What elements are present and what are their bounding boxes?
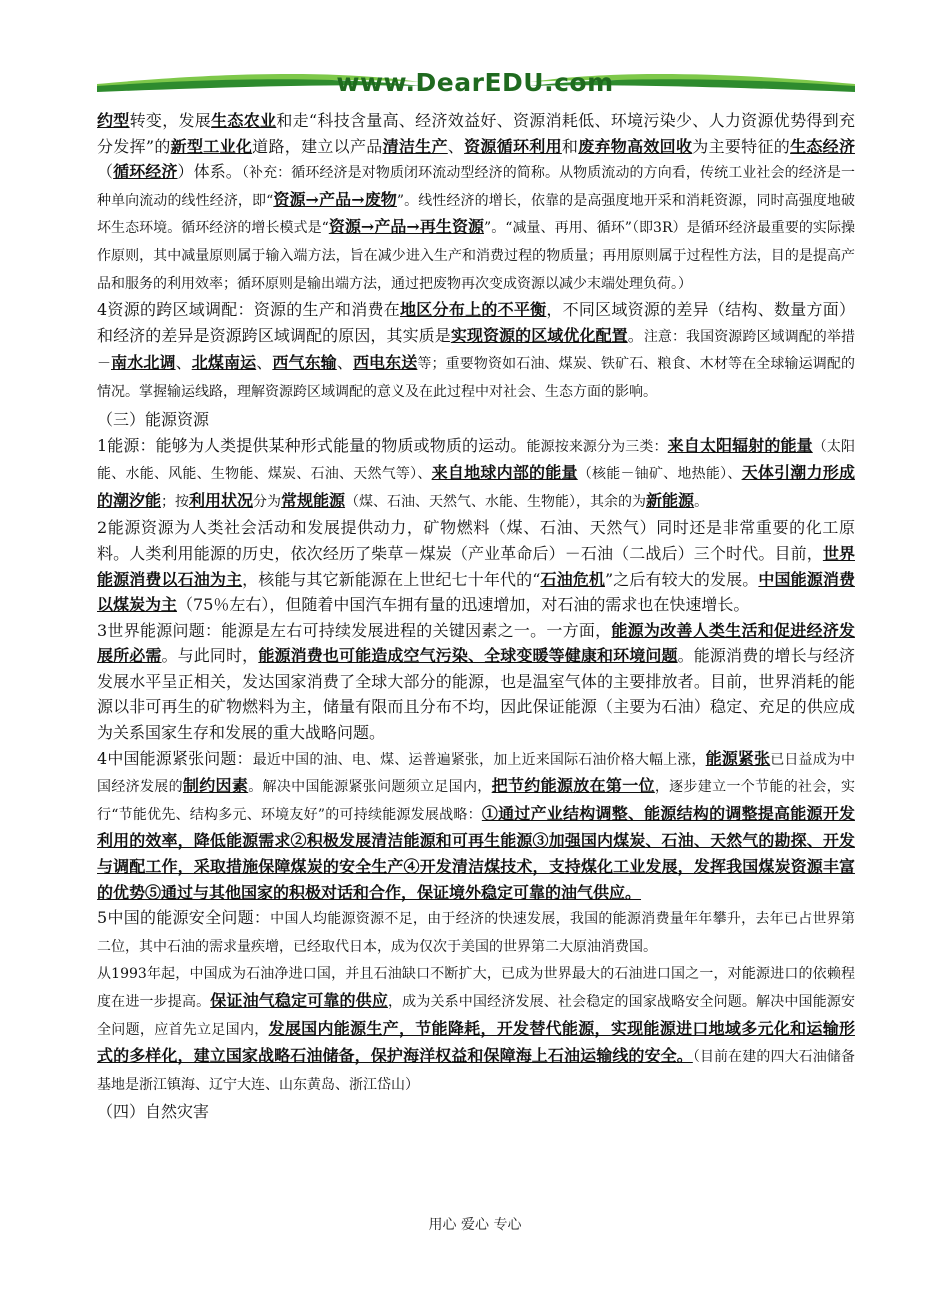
- text-run: 中国人均能源资源不足，由于经济的快速发展，我国的能源消费量年年攀升，去年已占世界第二位，其中石油的需求量疾增，已经取代日本，成为仅次于美国的世界第二大原油消费国。: [97, 911, 856, 955]
- text-run: 道路，建立以产品: [252, 136, 383, 156]
- text-run: 和走“科技含量高、经济效益好、资源消耗低、环境污染少、人力资源优势得到充分发挥”的: [97, 111, 855, 156]
- site-logo: www.DearEDU.com: [336, 68, 614, 97]
- emphasis-term: 约型: [97, 111, 130, 130]
- emphasis-term: 能源为改善人类生活和促进经济发展所必需: [97, 620, 855, 666]
- site-header: [0, 64, 950, 104]
- text-run: 转变，发展: [129, 111, 212, 130]
- text-run: 4资源的跨区域调配：资源的生产和消费在: [97, 300, 401, 320]
- emphasis-term: 来自地球内部的能量: [431, 463, 578, 483]
- emphasis-term: 生态经济: [790, 136, 855, 156]
- emphasis-term: 保证油气稳定可靠的供应: [210, 991, 388, 1010]
- section-heading: （四）自然灾害: [97, 1102, 210, 1122]
- text-run: 4中国能源紧张问题：: [97, 748, 253, 768]
- text-run: 从1993年起，中国成为石油净进口国，并且石油缺口不断扩大，已成为世界最大的石油进口国之一，对能源进口的依赖程度在进一步提高。: [97, 966, 855, 1010]
- emphasis-term: 常规能源: [281, 490, 346, 510]
- text-run: 3世界能源问题：能源是左右可持续发展进程的关键因素之一。一方面，: [97, 620, 612, 640]
- text-run: 分为: [253, 493, 282, 510]
- emphasis-term: 循环经济: [113, 162, 178, 182]
- text-run: ”。线性经济的增长，依靠的是高强度地开采和消耗资源，同时高强度地破坏生态环境。循环经济的增长模式是“: [97, 192, 855, 237]
- text-run: 。能源消费的增长与经济发展水平呈正相关，发达国家消费了全球大部分的能源，也是温室气体的主要排放者。目前，世界消耗的能源以非可再生的矿物燃料为主，储量有限而且分布不均，因此保证能源（主要为石油）稳定、充足的供应成为关系国家生存和发展的重大战略问题。: [97, 646, 855, 743]
- page-footer: 用心 爱心 专心: [428, 1217, 522, 1233]
- text-run: （太阳能、水能、风能、生物能、煤炭、石油、天然气等）、: [97, 438, 856, 483]
- emphasis-term: 实现资源的区域优化配置: [450, 325, 628, 345]
- text-run: 为主要特征的: [692, 136, 791, 156]
- document-body: [97, 108, 855, 1125]
- text-run: 能源按来源分为三类：: [526, 438, 668, 455]
- text-run: ，核能与其它新能源在上世纪七十年代的“: [242, 569, 541, 589]
- text-run: 最近中国的油、电、煤、运普遍紧张，加上近来国际石油价格大幅上涨，: [252, 751, 706, 768]
- emphasis-term: 制约因素: [182, 776, 249, 796]
- text-run: 。解决中国能源紧张问题须立足国内，: [248, 779, 492, 796]
- text-run: 、: [256, 353, 273, 373]
- text-run: （75％左右），但随着中国汽车拥有量的迅速增加，对石油的需求也在快速增长。: [177, 595, 750, 615]
- paragraph: [97, 433, 855, 516]
- text-run: ”之后有较大的发展。: [605, 569, 759, 589]
- emphasis-term: 石油危机: [540, 569, 605, 589]
- emphasis-term: 新能源: [646, 490, 695, 510]
- emphasis-term: 利用状况: [189, 490, 254, 510]
- emphasis-term: 资源→产品→废物: [273, 189, 397, 209]
- emphasis-term: 世界能源消费以石油为主: [97, 543, 855, 589]
- text-run: 。: [627, 325, 644, 345]
- emphasis-term: 南水北调: [111, 353, 176, 373]
- emphasis-term: ①通过产业结构调整、能源结构的调整提高能源开发利用的效率，降低能源需求②积极发展清洁能源和可再生能源③加强国内煤炭、石油、天然气的勘探、开发与调配工作，采取措施保障煤炭的安全生产④开发清洁煤技术，支持煤化工业发展，发挥我国煤炭资源丰富的优势⑤通过与其他国家的积极对话和合作，保证境外稳定可靠的油气供应。: [97, 803, 855, 902]
- text-run: 和: [561, 136, 579, 156]
- text-run: ，逐步建立一个节能的社会，实行“节能优先、结构多元、环境友好”的可持续能源发展战略：: [97, 779, 855, 823]
- section-heading: （三）能源资源: [97, 409, 210, 429]
- text-run: ；按: [161, 493, 190, 510]
- emphasis-term: 资源循环利用: [464, 136, 562, 156]
- paragraph: [97, 746, 855, 906]
- emphasis-term: 西气东输: [272, 353, 337, 373]
- paragraph: [97, 108, 855, 297]
- emphasis-term: 能源消费也可能造成空气污染、全球变暖等健康和环境问题: [258, 646, 678, 666]
- emphasis-term: 清洁生产: [382, 136, 448, 156]
- emphasis-term: 能源紧张: [705, 748, 771, 768]
- emphasis-term: 废弃物高效回收: [578, 136, 693, 156]
- text-run: ，不同区域资源的差异（结构、数量方面）和经济的差异是资源跨区域调配的原因，其实质是: [97, 300, 855, 345]
- text-run: 5中国的能源安全问题：: [97, 908, 271, 928]
- emphasis-term: 天体引潮力形成的潮汐能: [97, 463, 856, 510]
- paragraph: [97, 297, 855, 405]
- paragraph: [97, 960, 855, 1098]
- text-run: （核能－铀矿、地热能）、: [577, 466, 742, 483]
- text-run: 2能源资源为人类社会活动和发展提供动力，矿物燃料（煤、石油、天然气）同时还是非常重要的化工原料。人类利用能源的历史，依次经历了柴草－煤炭（产业革命后）－石油（二战后）三个时代。目前，: [97, 518, 855, 563]
- text-run: 1能源：能够为人类提供某种形式能量的物质或物质的运动。: [97, 435, 527, 455]
- emphasis-term: 发展国内能源生产，节能降耗，开发替代能源，实现能源进口地域多元化和运输形式的多样化，建立国家战略石油储备，保护海洋权益和保障海上石油运输线的安全。: [97, 1018, 855, 1066]
- emphasis-term: 地区分布上的不平衡: [400, 300, 547, 320]
- text-run: 。与此同时，: [161, 646, 259, 666]
- paragraph: [97, 905, 855, 960]
- text-run: 已日益成为中国经济发展的: [97, 751, 855, 796]
- emphasis-term: 北煤南运: [191, 353, 257, 373]
- emphasis-term: 生态农业: [211, 111, 277, 130]
- emphasis-term: 来自太阳辐射的能量: [667, 435, 813, 455]
- text-run: ，成为关系中国经济发展、社会稳定的国家战略安全问题。解决中国能源安全问题，应首先立足国内，: [97, 994, 856, 1038]
- text-run: 注意：我国资源跨区域调配的举措－: [97, 328, 855, 373]
- paragraph: [97, 515, 855, 617]
- emphasis-term: 资源→产品→再生资源: [328, 217, 485, 237]
- text-run: 、: [447, 136, 465, 156]
- text-run: 等；重要物资如石油、煤炭、铁矿石、粮食、木材等在全球输运调配的情况。掌握输运线路，理解资源跨区域调配的意义及在此过程中对社会、生态方面的影响。: [97, 356, 855, 400]
- emphasis-term: 新型工业化: [170, 136, 253, 156]
- emphasis-term: 中国能源消费以煤炭为主: [97, 569, 855, 615]
- text-run: 、: [175, 353, 192, 373]
- text-run: ”。“减量、再用、循环”（即3R）是循环经济最重要的实际操作原则，其中减量原则属于输入端方法，旨在减少进入生产和消费过程的物质量；再用原则属于过程性方法，目的是提高产品和服务的利用效率；循环原则是输出端方法，通过把废物再次变成资源以减少末端处理负荷。）: [97, 220, 855, 292]
- text-run: ）体系。: [177, 162, 242, 182]
- text-run: （: [97, 162, 114, 182]
- paragraph: [97, 618, 855, 746]
- text-run: （目前在建的四大石油储备基地是浙江镇海、辽宁大连、山东黄岛、浙江岱山）: [97, 1049, 855, 1093]
- text-run: 。: [694, 493, 709, 510]
- emphasis-term: 把节约能源放在第一位: [491, 776, 655, 796]
- text-run: （补充：循环经济是对物质闭环流动型经济的简称。从物质流动的方向看，传统工业社会的经济是一种单向流动的线性经济，即“: [97, 165, 855, 209]
- text-run: 、: [336, 353, 353, 373]
- text-run: （煤、石油、天然气、水能、生物能），其余的为: [345, 493, 647, 510]
- emphasis-term: 西电东送: [352, 353, 418, 373]
